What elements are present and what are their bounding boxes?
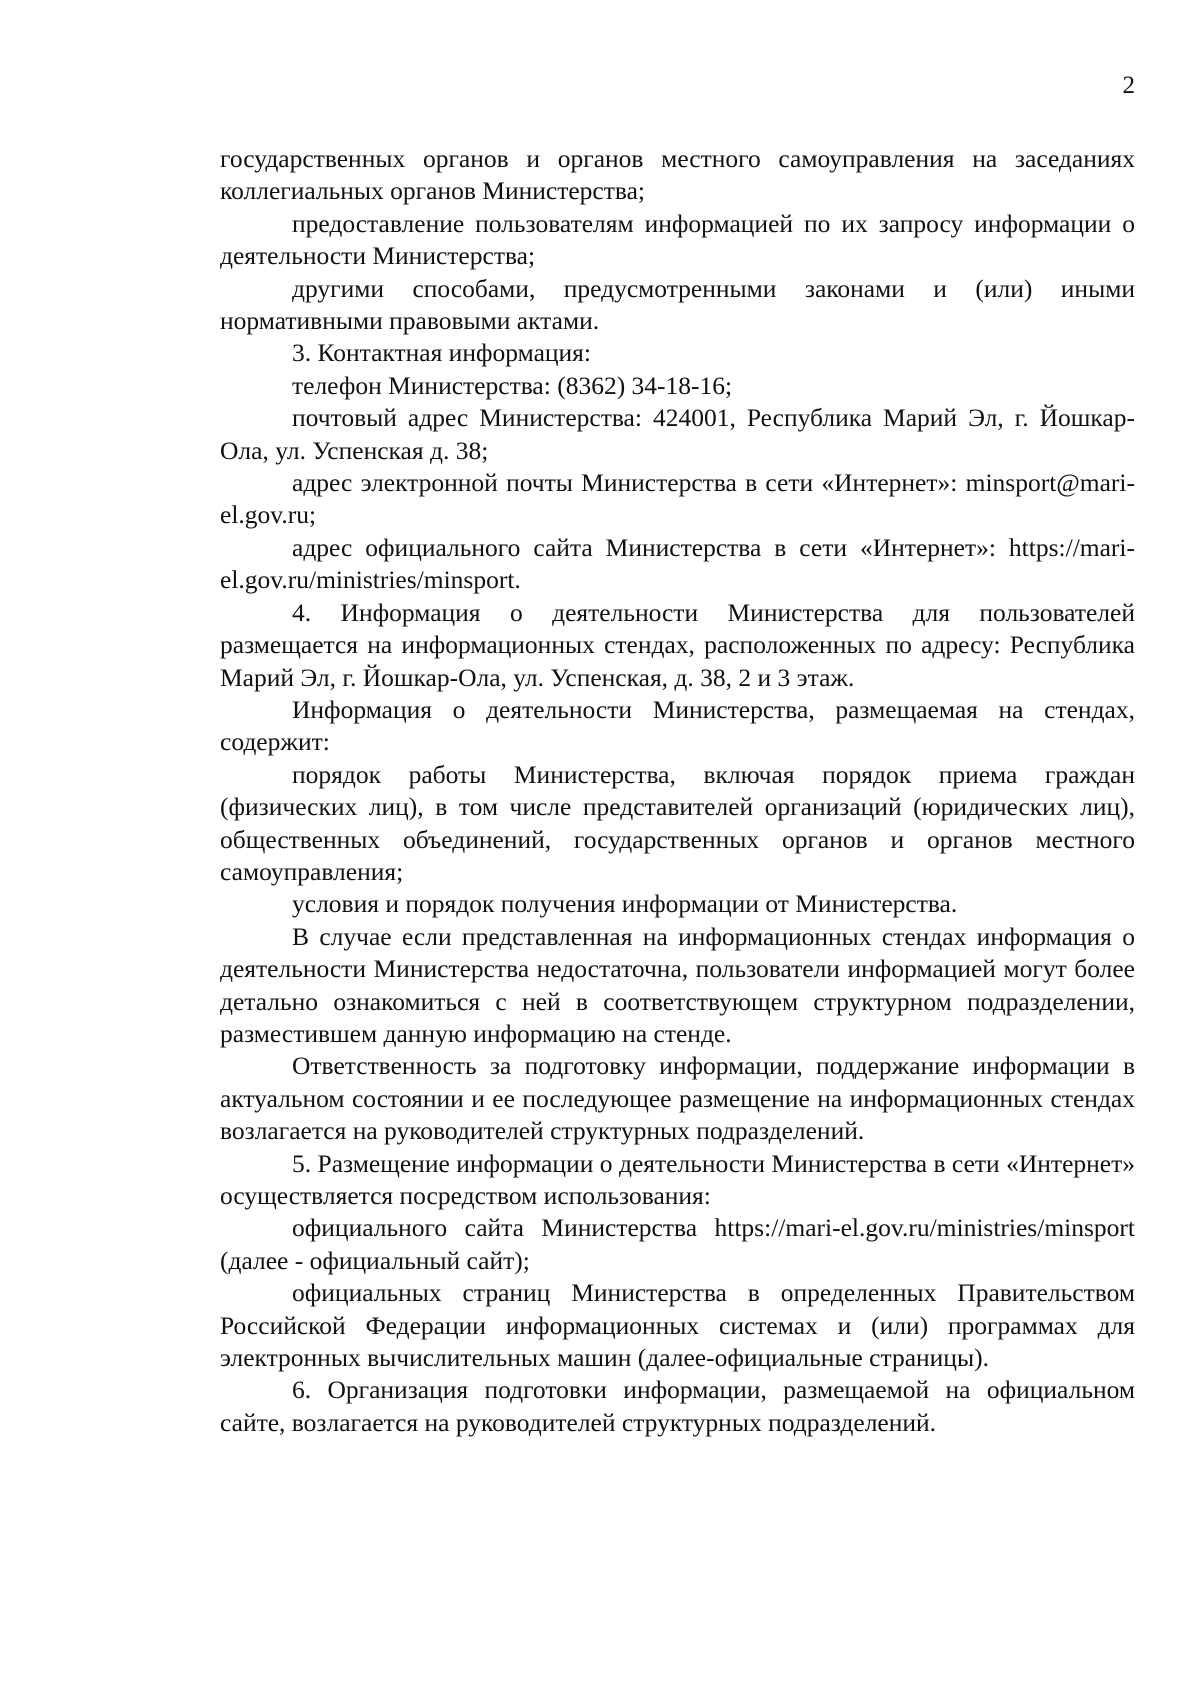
document-body	[220, 143, 1135, 1439]
paragraph: 5. Размещение информации о деятельности Министерства в сети «Интернет» осуществляется посредством использования:	[220, 1148, 1135, 1210]
paragraph: условия и порядок получения информации от Министерства.	[292, 889, 958, 919]
paragraph: другими способами, предусмотренными законами и (или) иными нормативными правовыми актами.	[220, 273, 1135, 336]
paragraph: государственных органов и органов местного самоуправления на заседаниях коллегиальных органов Министерства;	[220, 144, 1135, 206]
paragraph: 3. Контактная информация:	[292, 338, 591, 368]
paragraph: адрес электронной почты Министерства в сети «Интернет»: minsport@mari-el.gov.ru;	[220, 468, 1135, 530]
paragraph: предоставление пользователям информацией по их запросу информации о деятельности Министерства;	[220, 208, 1135, 271]
page-number: 2	[1122, 72, 1135, 99]
paragraph: 6. Организация подготовки информации, размещаемой на официальном сайте, возлагается на руководителей структурных подразделений.	[220, 1375, 1135, 1437]
paragraph: почтовый адрес Министерства: 424001, Республика Марий Эл, г. Йошкар-Ола, ул. Успенская д. 38;	[220, 403, 1135, 465]
paragraph: адрес официального сайта Министерства в сети «Интернет»: https://mari-el.gov.ru/ministries/minsport.	[220, 532, 1135, 595]
paragraph: 4. Информация о деятельности Министерства для пользователей размещается на информационных стендах, расположенных по адресу: Республика Марий Эл, г. Йошкар-Ола, ул. Успенская, д. 38, 2 и 3 этаж.	[220, 597, 1135, 692]
paragraph: Ответственность за подготовку информации, поддержание информации в актуальном состоянии и ее последующее размещение на информационных стендах возлагается на руководителей структурных подразделений.	[220, 1051, 1135, 1146]
paragraph: официального сайта Министерства https://mari-el.gov.ru/ministries/minsport (далее - официальный сайт);	[220, 1213, 1135, 1275]
paragraph: В случае если представленная на информационных стендах информация о деятельности Министерства недостаточна, пользователи информацией могут более детально ознакомиться с ней в соответствующем структурном подразделении, разместившем данную информацию на стенде.	[220, 921, 1135, 1048]
paragraph: порядок работы Министерства, включая порядок приема граждан (физических лиц), в том числе представителей организаций (юридических лиц), общественных объединений, государственных органов и органов местного самоуправления;	[220, 759, 1135, 886]
paragraph: телефон Министерства: (8362) 34-18-16;	[292, 370, 733, 400]
paragraph: Информация о деятельности Министерства, размещаемая на стендах, содержит:	[220, 694, 1135, 757]
paragraph: официальных страниц Министерства в определенных Правительством Российской Федерации информационных системах и (или) программах для электронных вычислительных машин (далее-официальные страницы).	[220, 1278, 1135, 1373]
